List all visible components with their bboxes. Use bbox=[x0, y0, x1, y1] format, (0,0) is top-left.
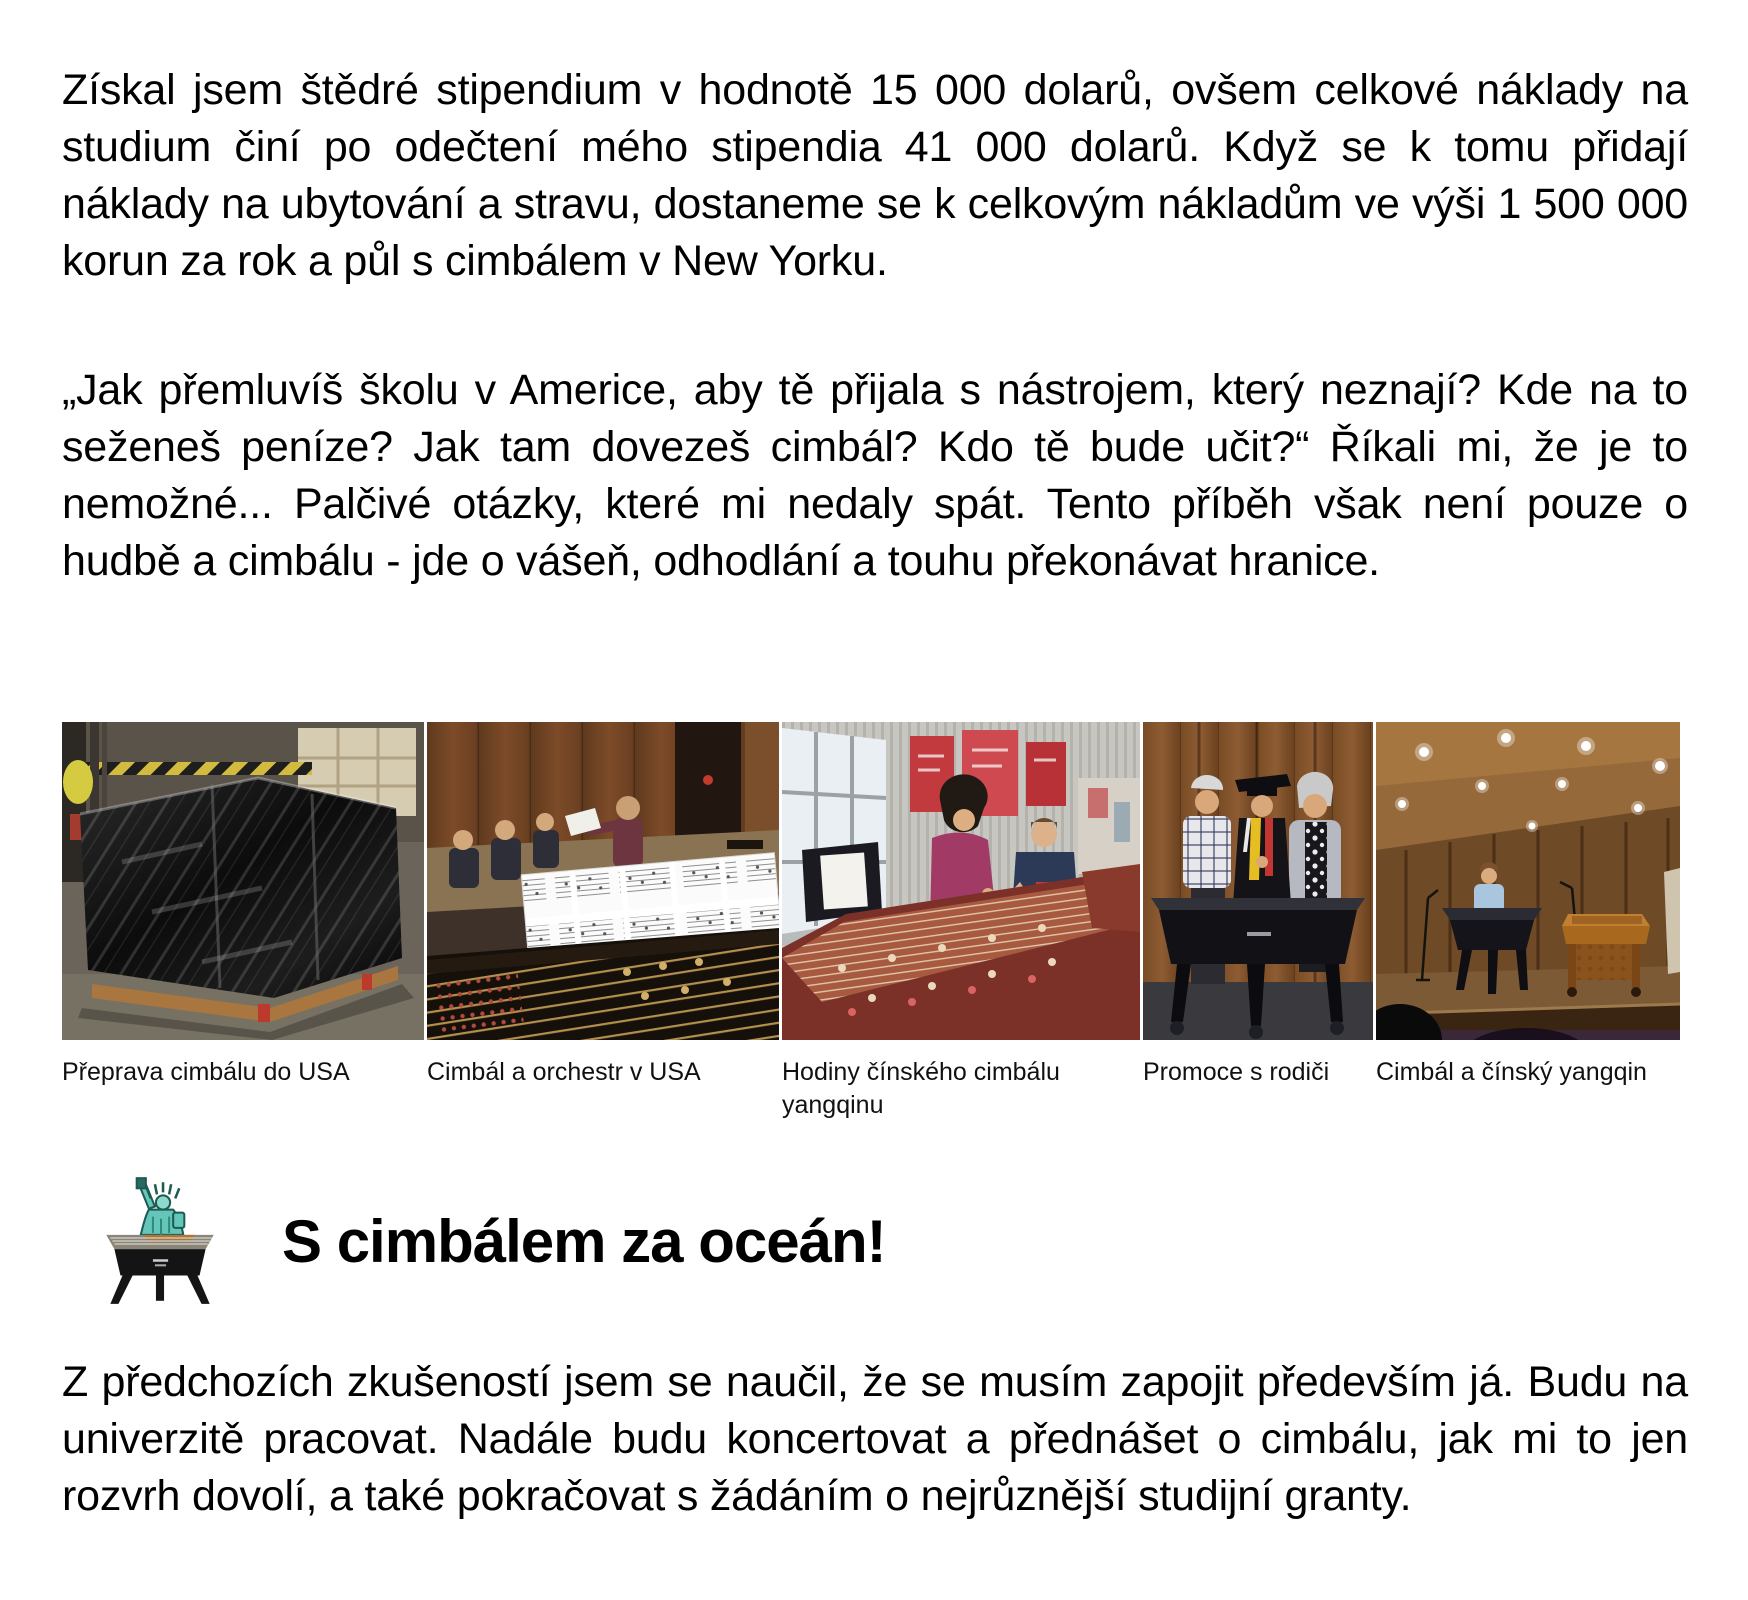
section-title: S cimbálem za oceán! bbox=[282, 1207, 886, 1275]
orchestra-rehearsal-with-cimbalom-photo[interactable] bbox=[427, 722, 779, 1040]
section-heading bbox=[84, 1176, 886, 1306]
graduation-with-parents-behind-cimbalom-photo[interactable] bbox=[1143, 722, 1373, 1040]
photo-gallery bbox=[62, 722, 1702, 1122]
photo-caption: Přeprava cimbálu do USA bbox=[62, 1058, 350, 1086]
photo-caption: Promoce s rodiči bbox=[1143, 1058, 1330, 1086]
photo-caption: Hodiny čínského cimbálu yangqinu bbox=[782, 1058, 1060, 1119]
gallery-item-graduation bbox=[1143, 722, 1373, 1089]
gallery-item-shipping bbox=[62, 722, 424, 1089]
statue-of-liberty-cimbalom-icon bbox=[84, 1176, 236, 1306]
photo-caption: Cimbál a orchestr v USA bbox=[427, 1058, 701, 1086]
shrink-wrapped-cimbalom-on-pallet-photo[interactable] bbox=[62, 722, 424, 1040]
intro-paragraph-costs: Získal jsem štědré stipendium v hodnotě 15 000 dolarů, ovšem celkové náklady na studium činí po odečtení mého stipendia 41 000 dolarů. Když se k tomu přidají náklady na ubytování a stravu, dostaneme se k celkovým nákladům ve výši 1 500 000 korun za rok a půl s cimbálem v New Yorku. bbox=[62, 66, 1688, 285]
chinese-yangqin-lesson-photo[interactable] bbox=[782, 722, 1140, 1040]
gallery-item-yangqin-lesson bbox=[782, 722, 1140, 1122]
gallery-item-concert bbox=[1376, 722, 1680, 1089]
photo-caption: Cimbál a čínský yangqin bbox=[1376, 1058, 1647, 1086]
concert-stage-cimbalom-and-yangqin-photo[interactable] bbox=[1376, 722, 1680, 1040]
outro-paragraph: Z předchozích zkušeností jsem se naučil, že se musím zapojit především já. Budu na univerzitě pracovat. Nadále budu koncertovat a přednášet o cimbálu, jak mi to jen rozvrh dovolí, a také pokračovat s žádáním o nejrůznější studijní granty. bbox=[62, 1358, 1688, 1520]
intro-paragraph-questions: „Jak přemluvíš školu v Americe, aby tě přijala s nástrojem, který neznají? Kde na to seženeš peníze? Jak tam dovezeš cimbál? Kdo tě bude učit?“ Říkali mi, že je to nemožné... Palčivé otázky, které mi nedaly spát. Tento příběh však není pouze o hudbě a cimbálu - jde o vášeň, odhodlání a touhu překonávat hranice. bbox=[62, 366, 1688, 585]
gallery-item-orchestra bbox=[427, 722, 779, 1089]
